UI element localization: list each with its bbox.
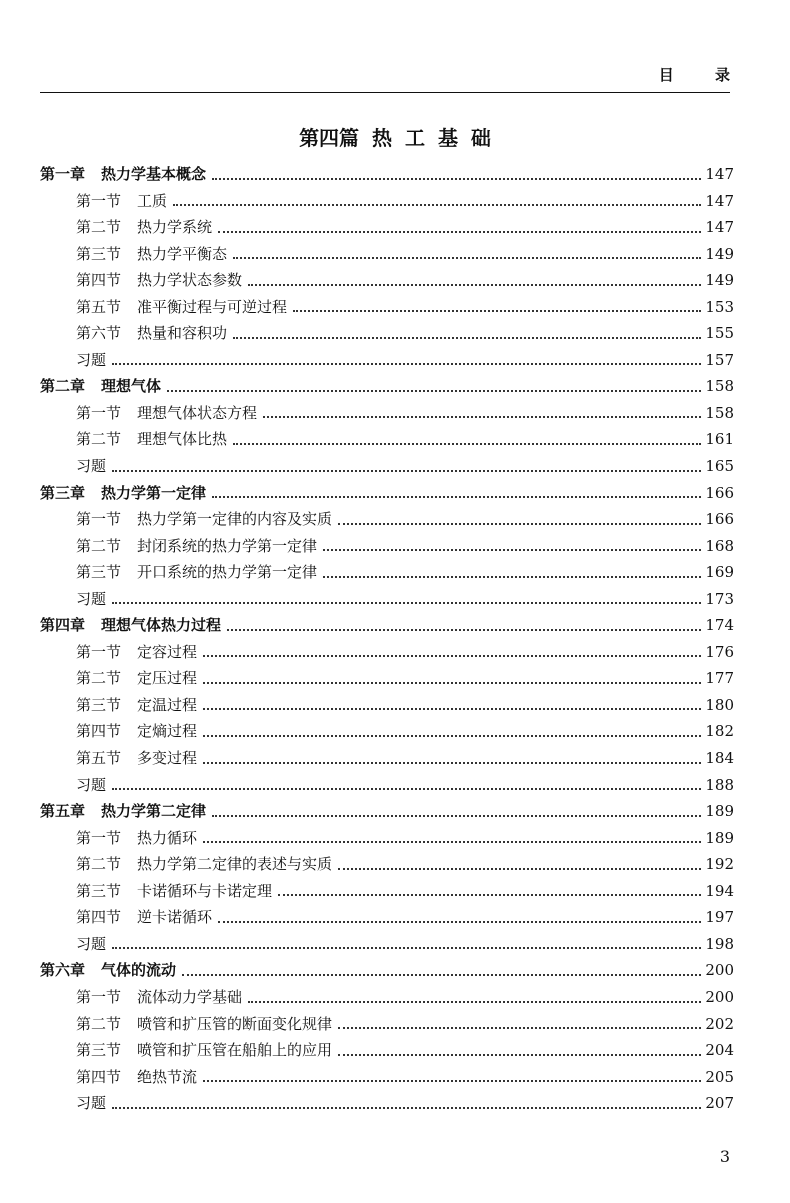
toc-entry-label xyxy=(40,957,176,984)
toc-entry-exercise xyxy=(40,453,734,480)
dot-leader xyxy=(227,629,701,631)
section-number: 第二节 xyxy=(76,1014,122,1033)
section-title: 定熵过程 xyxy=(137,722,198,741)
toc-entry-section xyxy=(40,665,734,692)
dot-leader xyxy=(203,841,701,843)
entry-page-number: 161 xyxy=(705,430,734,449)
toc-entry-label xyxy=(76,586,106,613)
toc-entry-section xyxy=(40,533,734,560)
toc-entry-label xyxy=(76,984,242,1011)
toc-entry-label xyxy=(40,612,221,639)
exercise-title: 习题 xyxy=(76,457,107,476)
section-title: 热力学系统 xyxy=(137,218,213,237)
section-number: 第三节 xyxy=(76,1041,122,1060)
dot-leader xyxy=(248,1001,701,1003)
section-title: 封闭系统的热力学第一定律 xyxy=(137,536,318,555)
toc-entry-exercise xyxy=(40,1090,734,1117)
toc-entry-label xyxy=(76,533,317,560)
section-title: 热力学第二定律的表述与实质 xyxy=(137,855,333,874)
entry-page-number: 166 xyxy=(705,483,734,502)
dot-leader xyxy=(263,416,701,418)
toc-entry-label xyxy=(76,639,197,666)
entry-page-number: 188 xyxy=(705,775,734,794)
toc-entry-exercise xyxy=(40,586,734,613)
entry-page-number: 153 xyxy=(705,297,734,316)
section-title: 定压过程 xyxy=(137,669,198,688)
entry-page-number: 180 xyxy=(705,695,734,714)
section-number: 第四节 xyxy=(76,1067,122,1086)
entry-page-number: 168 xyxy=(705,536,734,555)
section-number: 第二节 xyxy=(76,218,122,237)
section-number: 第一节 xyxy=(76,987,122,1006)
toc-entry-section xyxy=(40,692,734,719)
toc-entry-section xyxy=(40,639,734,666)
dot-leader xyxy=(323,549,701,551)
toc-entry-section xyxy=(40,1064,734,1091)
section-number: 第六节 xyxy=(76,324,122,343)
entry-page-number: 158 xyxy=(705,403,734,422)
dot-leader xyxy=(218,921,701,923)
dot-leader xyxy=(293,310,701,312)
dot-leader xyxy=(173,204,701,206)
section-number: 第二节 xyxy=(76,855,122,874)
exercise-title: 习题 xyxy=(76,775,107,794)
entry-page-number: 149 xyxy=(705,244,734,263)
toc-entry-section xyxy=(40,718,734,745)
entry-page-number: 177 xyxy=(705,669,734,688)
section-number: 第四节 xyxy=(76,722,122,741)
exercise-title: 习题 xyxy=(76,1094,107,1113)
section-title: 理想气体状态方程 xyxy=(137,403,258,422)
dot-leader xyxy=(338,1027,701,1029)
toc-entry-exercise xyxy=(40,931,734,958)
toc-entry-label xyxy=(76,559,317,586)
dot-leader xyxy=(233,443,701,445)
section-title: 卡诺循环与卡诺定理 xyxy=(137,881,273,900)
dot-leader xyxy=(248,284,701,286)
section-number: 第一节 xyxy=(76,510,122,529)
toc-entry-section xyxy=(40,984,734,1011)
dot-leader xyxy=(203,655,701,657)
toc-entry-section xyxy=(40,559,734,586)
toc-entry-chapter xyxy=(40,161,734,188)
toc-entry-section xyxy=(40,214,734,241)
section-title: 喷管和扩压管在船舶上的应用 xyxy=(137,1041,333,1060)
entry-page-number: 205 xyxy=(705,1067,734,1086)
toc-entry-label xyxy=(76,241,227,268)
toc-entry-exercise xyxy=(40,772,734,799)
section-number: 第三节 xyxy=(76,695,122,714)
chapter-title: 热力学第二定律 xyxy=(101,802,207,821)
section-title: 定温过程 xyxy=(137,695,198,714)
chapter-title: 热力学第一定律 xyxy=(101,483,207,502)
toc-entry-label xyxy=(76,400,257,427)
section-number: 第四节 xyxy=(76,908,122,927)
section-number: 第一节 xyxy=(76,828,122,847)
toc-entry-chapter xyxy=(40,480,734,507)
part-title: 第四篇 热 工 基 础 xyxy=(299,126,491,150)
chapter-number: 第二章 xyxy=(40,377,86,396)
entry-page-number: 147 xyxy=(705,218,734,237)
entry-page-number: 194 xyxy=(705,881,734,900)
entry-page-number: 200 xyxy=(705,961,734,980)
entry-page-number: 147 xyxy=(705,165,734,183)
toc-entry-label xyxy=(76,214,212,241)
chapter-number: 第三章 xyxy=(40,483,86,502)
running-header-title: 目 录 xyxy=(658,66,748,84)
toc-entry-section xyxy=(40,188,734,215)
section-number: 第三节 xyxy=(76,563,122,582)
toc-entry-label xyxy=(76,931,106,958)
toc-entry-label xyxy=(76,825,197,852)
dot-leader xyxy=(182,974,701,976)
section-title: 热量和容积功 xyxy=(137,324,228,343)
chapter-number: 第一章 xyxy=(40,165,86,183)
dot-leader xyxy=(218,231,701,233)
entry-page-number: 184 xyxy=(705,749,734,768)
dot-leader xyxy=(338,1054,701,1056)
dot-leader xyxy=(203,1080,701,1082)
entry-page-number: 197 xyxy=(705,908,734,927)
dot-leader xyxy=(212,178,701,180)
toc-entry-label xyxy=(76,426,227,453)
section-title: 逆卡诺循环 xyxy=(137,908,213,927)
chapter-number: 第五章 xyxy=(40,802,86,821)
dot-leader xyxy=(203,682,701,684)
exercise-title: 习题 xyxy=(76,589,107,608)
table-of-contents xyxy=(40,161,734,1117)
section-number: 第二节 xyxy=(76,669,122,688)
toc-entry-section xyxy=(40,241,734,268)
section-title: 喷管和扩压管的断面变化规律 xyxy=(137,1014,333,1033)
entry-page-number: 198 xyxy=(705,934,734,953)
section-number: 第三节 xyxy=(76,244,122,263)
entry-page-number: 155 xyxy=(705,324,734,343)
dot-leader xyxy=(212,815,701,817)
toc-entry-section xyxy=(40,1011,734,1038)
section-title: 准平衡过程与可逆过程 xyxy=(137,297,288,316)
entry-page-number: 166 xyxy=(705,510,734,529)
toc-entry-label xyxy=(76,188,167,215)
toc-entry-label xyxy=(76,1064,197,1091)
dot-leader xyxy=(112,947,701,949)
toc-entry-label xyxy=(76,878,272,905)
toc-entry-section xyxy=(40,1037,734,1064)
chapter-number: 第六章 xyxy=(40,961,86,980)
toc-entry-label xyxy=(40,798,206,825)
section-title: 绝热节流 xyxy=(137,1067,198,1086)
toc-entry-chapter xyxy=(40,957,734,984)
chapter-title: 理想气体热力过程 xyxy=(101,616,222,635)
entry-page-number: 207 xyxy=(705,1094,734,1113)
chapter-number: 第四章 xyxy=(40,616,86,635)
dot-leader xyxy=(112,363,701,365)
toc-entry-label xyxy=(76,453,106,480)
section-title: 热力学第一定律的内容及实质 xyxy=(137,510,333,529)
entry-page-number: 176 xyxy=(705,642,734,661)
entry-page-number: 169 xyxy=(705,563,734,582)
entry-page-number: 189 xyxy=(705,802,734,821)
toc-entry-section xyxy=(40,320,734,347)
dot-leader xyxy=(338,523,701,525)
chapter-title: 气体的流动 xyxy=(101,961,177,980)
toc-entry-label xyxy=(40,480,206,507)
section-number: 第三节 xyxy=(76,881,122,900)
running-header xyxy=(40,62,748,93)
toc-entry-section xyxy=(40,851,734,878)
section-number: 第一节 xyxy=(76,403,122,422)
toc-entry-section xyxy=(40,878,734,905)
dot-leader xyxy=(338,868,701,870)
toc-entry-section xyxy=(40,294,734,321)
entry-page-number: 165 xyxy=(705,457,734,476)
toc-entry-label xyxy=(76,347,106,374)
section-title: 工质 xyxy=(137,191,168,210)
toc-entry-section xyxy=(40,267,734,294)
toc-entry-label xyxy=(76,772,106,799)
toc-entry-label xyxy=(76,665,197,692)
toc-entry-label xyxy=(76,1090,106,1117)
entry-page-number: 158 xyxy=(705,377,734,396)
chapter-title: 热力学基本概念 xyxy=(101,165,207,183)
toc-entry-label xyxy=(76,320,227,347)
section-number: 第一节 xyxy=(76,642,122,661)
dot-leader xyxy=(112,470,701,472)
chapter-title: 理想气体 xyxy=(101,377,162,396)
toc-entry-label xyxy=(76,851,332,878)
section-title: 热力学平衡态 xyxy=(137,244,228,263)
toc-entry-label xyxy=(76,294,287,321)
toc-entry-chapter xyxy=(40,798,734,825)
section-number: 第五节 xyxy=(76,297,122,316)
entry-page-number: 157 xyxy=(705,350,734,369)
entry-page-number: 204 xyxy=(705,1041,734,1060)
section-title: 热力学状态参数 xyxy=(137,271,243,290)
entry-page-number: 173 xyxy=(705,589,734,608)
section-title: 多变过程 xyxy=(137,749,198,768)
section-number: 第五节 xyxy=(76,749,122,768)
dot-leader xyxy=(167,390,701,392)
dot-leader xyxy=(112,602,701,604)
entry-page-number: 192 xyxy=(705,855,734,874)
section-number: 第一节 xyxy=(76,191,122,210)
toc-entry-chapter xyxy=(40,373,734,400)
dot-leader xyxy=(203,735,701,737)
toc-entry-label xyxy=(76,718,197,745)
toc-entry-section xyxy=(40,745,734,772)
entry-page-number: 182 xyxy=(705,722,734,741)
toc-entry-label xyxy=(76,1037,332,1064)
dot-leader xyxy=(203,708,701,710)
section-title: 理想气体比热 xyxy=(137,430,228,449)
toc-entry-section xyxy=(40,400,734,427)
toc-entry-label xyxy=(76,1011,332,1038)
section-number: 第四节 xyxy=(76,271,122,290)
toc-entry-section xyxy=(40,506,734,533)
exercise-title: 习题 xyxy=(76,350,107,369)
entry-page-number: 149 xyxy=(705,271,734,290)
dot-leader xyxy=(212,496,701,498)
dot-leader xyxy=(323,576,701,578)
toc-entry-section xyxy=(40,426,734,453)
toc-entry-label xyxy=(76,745,197,772)
toc-entry-label xyxy=(40,373,161,400)
toc-entry-label xyxy=(76,506,332,533)
entry-page-number: 174 xyxy=(705,616,734,635)
section-title: 流体动力学基础 xyxy=(137,987,243,1006)
toc-entry-label xyxy=(76,904,212,931)
toc-entry-section xyxy=(40,904,734,931)
toc-entry-label xyxy=(76,692,197,719)
entry-page-number: 147 xyxy=(705,191,734,210)
section-title: 定容过程 xyxy=(137,642,198,661)
toc-entry-label xyxy=(40,161,206,188)
page-number: 3 xyxy=(719,1147,730,1166)
section-number: 第二节 xyxy=(76,430,122,449)
dot-leader xyxy=(112,1107,701,1109)
toc-entry-exercise xyxy=(40,347,734,374)
section-number: 第二节 xyxy=(76,536,122,555)
toc-entry-chapter xyxy=(40,612,734,639)
exercise-title: 习题 xyxy=(76,934,107,953)
section-title: 开口系统的热力学第一定律 xyxy=(137,563,318,582)
dot-leader xyxy=(203,762,701,764)
entry-page-number: 200 xyxy=(705,987,734,1006)
toc-entry-label xyxy=(76,267,242,294)
entry-page-number: 189 xyxy=(705,828,734,847)
toc-entry-section xyxy=(40,825,734,852)
dot-leader xyxy=(278,894,701,896)
dot-leader xyxy=(112,788,701,790)
entry-page-number: 202 xyxy=(705,1014,734,1033)
dot-leader xyxy=(233,257,701,259)
dot-leader xyxy=(233,337,701,339)
section-title: 热力循环 xyxy=(137,828,198,847)
